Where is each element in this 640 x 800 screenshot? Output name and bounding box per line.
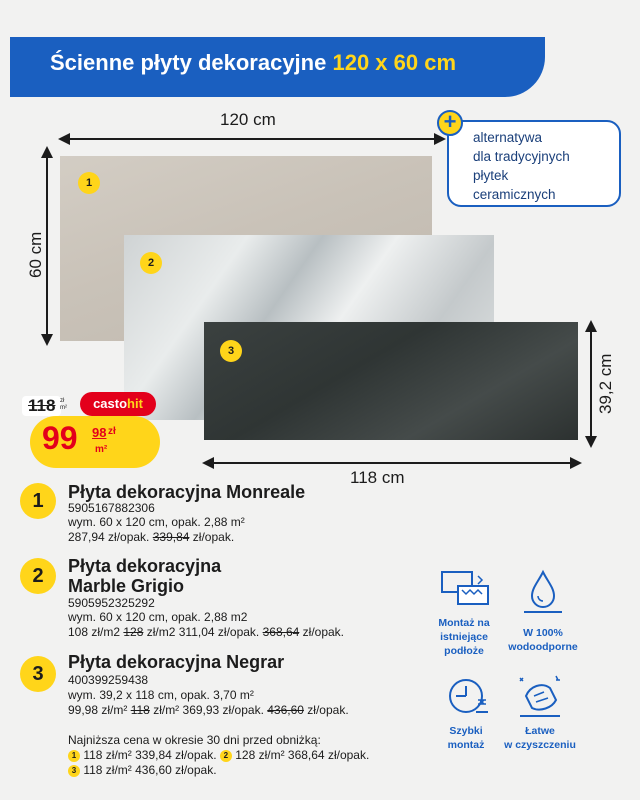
page-title — [50, 50, 456, 76]
feature-label: W 100% wodoodporne — [508, 627, 578, 653]
feature-label: Szybki montaż — [447, 725, 485, 751]
right-height-label: 39,2 cm — [596, 353, 615, 414]
title-text: Ścienne płyty dekoracyjne — [50, 50, 327, 75]
castohit-badge: castohit — [80, 392, 156, 416]
product-name: Płyta dekoracyjna Monreale — [68, 482, 306, 502]
product-number-badge: 2 — [20, 558, 56, 594]
bottom-width-label: 118 cm — [350, 468, 405, 487]
tile-number-badge: 1 — [78, 172, 100, 194]
feature-label: Montaż na istniejące podłoże — [438, 617, 490, 657]
old-price-unit: zł m² — [60, 398, 67, 411]
product-price-line: 287,94 zł/opak. 339,84 zł/opak. — [68, 530, 235, 544]
footnote-row: 1 118 zł/m² 339,84 zł/opak. 2 128 zł/m² 368,64 zł/opak. — [68, 748, 369, 762]
tile-number-badge: 2 — [140, 252, 162, 274]
info-line: alternatywa — [473, 130, 543, 145]
info-box — [447, 120, 621, 207]
product-name: Płyta dekoracyjna — [68, 556, 222, 576]
product-code: 400399259438 — [68, 673, 149, 687]
top-dimension-line — [64, 138, 440, 140]
right-dimension-line — [590, 324, 592, 440]
bottom-dimension-line — [208, 462, 576, 464]
left-height-label: 60 cm — [26, 231, 45, 278]
product-spec: wym. 39,2 x 118 cm, opak. 3,70 m² — [68, 688, 254, 702]
tile-negrar — [204, 322, 578, 440]
left-dimension-line — [46, 150, 48, 340]
product-number-badge: 1 — [20, 483, 56, 519]
price-main: 99 — [42, 420, 78, 456]
feature-label: Łatwe w czyszczeniu — [504, 725, 576, 751]
cleaning-cloth-icon — [516, 672, 564, 718]
price-unit-currency: zł — [108, 426, 116, 437]
arrow-down-icon — [40, 334, 54, 346]
product-code: 5905167882306 — [68, 501, 155, 515]
info-line: ceramicznych — [473, 187, 556, 202]
title-dimensions: 120 x 60 cm — [332, 50, 457, 75]
plus-icon: + — [437, 110, 463, 136]
arrow-left-icon — [58, 132, 70, 146]
product-price-line: 99,98 zł/m² 118 zł/m² 369,93 zł/opak. 436,60 zł/opak. — [68, 703, 349, 717]
arrow-down-icon — [584, 436, 598, 448]
info-line: dla tradycyjnych — [473, 149, 570, 164]
price-unit-area: m² — [95, 444, 108, 455]
stopwatch-icon — [446, 674, 490, 718]
product-name: Płyta dekoracyjna Negrar — [68, 652, 285, 672]
arrow-left-icon — [202, 456, 214, 470]
product-code: 5905952325292 — [68, 596, 155, 610]
water-drop-icon — [520, 568, 566, 614]
arrow-up-icon — [40, 146, 54, 158]
top-width-label: 120 cm — [220, 110, 276, 129]
wall-panel-icon — [440, 570, 490, 606]
info-line: płytek — [473, 168, 509, 183]
product-spec: wym. 60 x 120 cm, opak. 2,88 m² — [68, 515, 245, 529]
footnote-heading: Najniższa cena w okresie 30 dni przed obniżką: — [68, 733, 321, 747]
product-number-badge: 3 — [20, 656, 56, 692]
arrow-right-icon — [570, 456, 582, 470]
footnote-row: 3 118 zł/m² 436,60 zł/opak. — [68, 763, 217, 777]
product-spec: wym. 60 x 120 cm, opak. 2,88 m2 — [68, 610, 248, 624]
arrow-up-icon — [584, 320, 598, 332]
product-name-line2: Marble Grigio — [68, 576, 185, 596]
old-price: 118 — [22, 396, 61, 416]
price-cents: 98 — [92, 425, 107, 440]
product-price-line: 108 zł/m2 128 zł/m2 311,04 zł/opak. 368,64 zł/opak. — [68, 625, 345, 639]
tile-number-badge: 3 — [220, 340, 242, 362]
